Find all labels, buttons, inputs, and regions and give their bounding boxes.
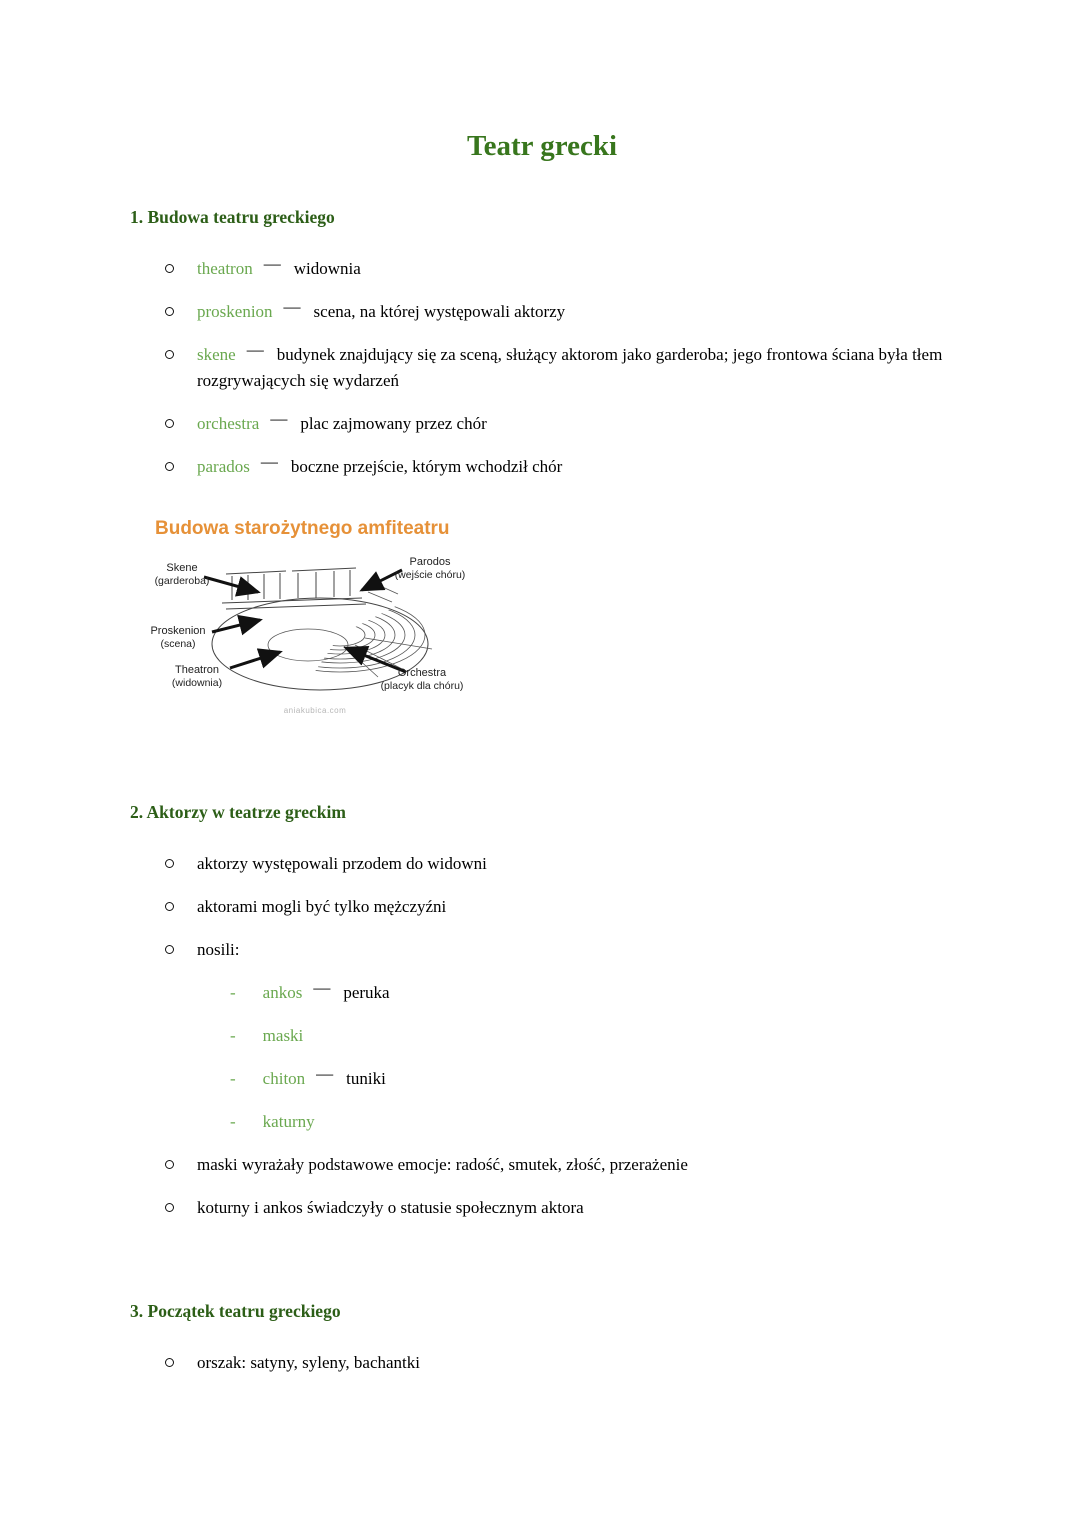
sub-dash-marker: - — [230, 1026, 236, 1045]
section-heading-2: 2. Aktorzy w teatrze greckim — [130, 802, 346, 822]
bullet-marker — [165, 945, 174, 954]
section-heading-1: 1. Budowa teatru greckiego — [130, 207, 335, 227]
figure-title: Budowa starożytnego amfiteatru — [155, 518, 450, 539]
list-item-text — [197, 342, 954, 394]
term-theatron: theatron — [197, 259, 253, 278]
term-skene: skene — [197, 345, 236, 364]
term-katurny: katurny — [262, 1112, 315, 1131]
section-3-list — [130, 1350, 954, 1376]
label-orchestra-sub: (placyk dla chóru) — [380, 680, 464, 692]
definition-ankos: peruka — [343, 983, 390, 1002]
label-proskenion-sub: (scena) — [160, 638, 196, 650]
dash-glyph: — — [316, 1064, 334, 1083]
list-item-text: orszak: satyny, syleny, bachantki — [197, 1353, 420, 1372]
sublist-item-chiton — [230, 1066, 954, 1092]
label-theatron: Theatron — [174, 664, 220, 676]
dash-glyph: — — [246, 340, 264, 359]
dash-glyph: — — [283, 297, 301, 316]
label-parodos-sub: (wejście chóru) — [394, 569, 466, 581]
definition-parados: boczne przejście, którym wchodził chór — [290, 457, 563, 476]
arrow-theatron — [230, 652, 280, 668]
term-chiton: chiton — [262, 1069, 306, 1088]
arrow-proskenion — [212, 620, 260, 632]
theater-ground-outline — [212, 598, 428, 690]
section-1-list — [130, 256, 954, 480]
bullet-marker — [165, 902, 174, 911]
term-parados: parados — [197, 457, 250, 476]
page-title: Teatr grecki — [466, 130, 618, 162]
section-budowa-teatru — [130, 207, 954, 722]
sub-dash-marker: - — [230, 1112, 236, 1131]
list-item-text: maski wyrażały podstawowe emocje: radość, smutek, złość, przerażenie — [197, 1155, 688, 1174]
label-skene: Skene — [166, 562, 198, 574]
label-proskenion: Proskenion — [150, 625, 206, 637]
bullet-marker — [165, 419, 174, 428]
list-item-text: koturny i ankos świadczyły o statusie społecznym aktora — [197, 1198, 584, 1217]
bullet-marker — [165, 462, 174, 471]
dash-glyph: — — [270, 409, 288, 428]
list-item-text — [197, 454, 954, 480]
list-item — [165, 1350, 954, 1376]
bullet-marker — [165, 307, 174, 316]
bullet-marker — [165, 264, 174, 273]
list-item-text: aktorami mogli być tylko mężczyźni — [197, 897, 447, 916]
list-item-text — [197, 256, 954, 282]
list-item-text — [197, 411, 954, 437]
list-item — [165, 1152, 954, 1178]
label-skene-sub: (garderoba) — [154, 575, 210, 587]
list-item-text — [197, 299, 954, 325]
bullet-marker — [165, 1358, 174, 1367]
dash-glyph: — — [260, 452, 278, 471]
bullet-marker — [165, 350, 174, 359]
label-theatron-sub: (widownia) — [171, 677, 223, 689]
list-item-parados — [165, 454, 954, 480]
label-orchestra: Orchestra — [397, 667, 447, 679]
sub-dash-marker: - — [230, 1069, 236, 1088]
list-item — [165, 1195, 954, 1221]
watermark-text: aniakubica.com — [283, 706, 347, 715]
dash-glyph: — — [313, 978, 331, 997]
sublist-item-katurny — [230, 1109, 954, 1135]
term-orchestra: orchestra — [197, 414, 260, 433]
sub-dash-marker: - — [230, 983, 236, 1002]
list-item-theatron — [165, 256, 954, 282]
list-item-skene — [165, 342, 954, 394]
list-item-orchestra — [165, 411, 954, 437]
term-maski: maski — [262, 1026, 304, 1045]
definition-chiton: tuniki — [346, 1069, 386, 1088]
definition-skene: budynek znajdujący się za sceną, służący aktorom jako garderoba; jego frontowa ściana była tłem rozgrywających się wydarzeń — [197, 345, 943, 390]
bullet-marker — [165, 859, 174, 868]
definition-theatron: widownia — [293, 259, 361, 278]
term-proskenion: proskenion — [197, 302, 273, 321]
sublist-item-maski — [230, 1023, 954, 1049]
bullet-marker — [165, 1160, 174, 1169]
amphitheater-diagram — [140, 550, 485, 722]
list-item-text: aktorzy występowali przodem do widowni — [197, 854, 487, 873]
definition-proskenion: scena, na której występowali aktorzy — [313, 302, 566, 321]
arrow-skene — [204, 577, 258, 592]
section-2-list-continued — [130, 1152, 954, 1221]
costume-sublist — [130, 980, 954, 1135]
dash-glyph: — — [263, 254, 281, 273]
term-ankos: ankos — [262, 983, 303, 1002]
section-heading-3: 3. Początek teatru greckiego — [130, 1301, 341, 1321]
bullet-marker — [165, 1203, 174, 1212]
section-aktorzy — [130, 802, 954, 1221]
list-item — [165, 851, 954, 877]
section-poczatek — [130, 1301, 954, 1376]
section-2-list — [130, 851, 954, 963]
list-item-text: nosili: — [197, 940, 240, 959]
list-item-proskenion — [165, 299, 954, 325]
list-item-nosili — [165, 937, 954, 963]
definition-orchestra: plac zajmowany przez chór — [300, 414, 487, 433]
list-item — [165, 894, 954, 920]
sublist-item-ankos — [230, 980, 954, 1006]
label-parodos: Parodos — [409, 556, 451, 568]
orchestra-area — [268, 629, 348, 661]
amphitheater-figure — [140, 518, 954, 722]
